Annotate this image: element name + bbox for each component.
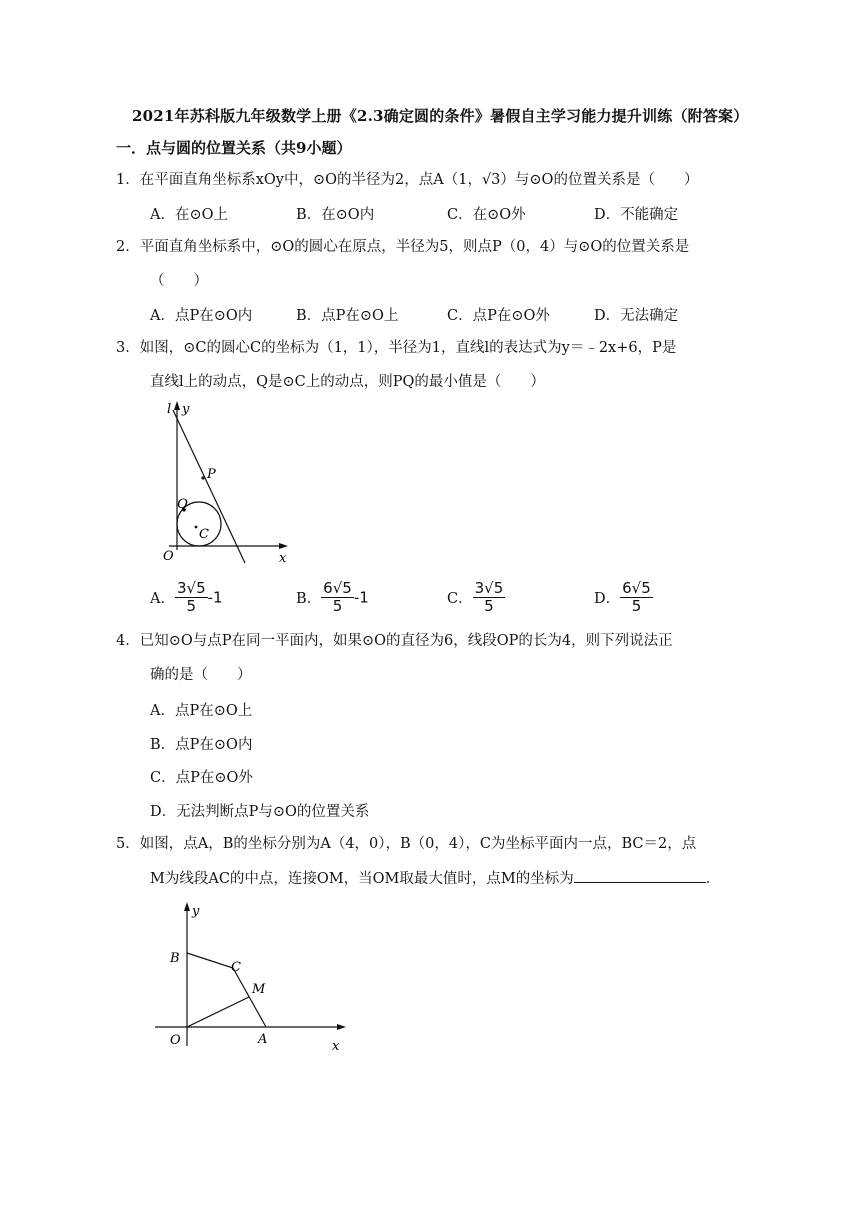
question-5-line-2-end: ． <box>705 871 721 887</box>
q2-option-b: B．点P在⊙O上 <box>296 308 399 324</box>
q4-option-c: C．点P在⊙O外 <box>150 770 253 786</box>
q5-figure <box>150 896 360 1056</box>
section-heading: 一．点与圆的位置关系（共9小题） <box>116 139 352 157</box>
q1-option-c: C．在⊙O外 <box>447 207 526 223</box>
q3-figure <box>155 398 305 570</box>
q3-y-arrow-icon <box>174 401 180 410</box>
q3-option-a-letter: A． <box>150 591 175 607</box>
q5-label-y: y <box>192 904 200 919</box>
q3-option-a-den: 5 <box>186 597 197 615</box>
q1-option-a: A．在⊙O上 <box>150 207 229 223</box>
q3-option-b-fraction <box>321 580 354 615</box>
question-2-line-2: （ ） <box>150 273 208 289</box>
q5-segment-om <box>187 997 249 1027</box>
q3-option-d-letter: D． <box>594 591 621 607</box>
q2-option-d: D．无法确定 <box>594 308 679 324</box>
q3-point-p <box>201 476 204 479</box>
q5-label-m: M <box>252 982 266 997</box>
question-5-line-2-text: M为线段AC的中点，连接OM，当OM取最大值时，点M的坐标为 <box>150 871 574 887</box>
q3-option-b-num: 6√5 <box>323 579 352 597</box>
document-title: 2021年苏科版九年级数学上册《2.3确定圆的条件》暑假自主学习能力提升训练（附答案） <box>132 107 749 125</box>
q1-option-d: D．不能确定 <box>594 207 679 223</box>
answer-blank[interactable] <box>574 868 706 883</box>
q3-option-d-fraction <box>620 580 653 615</box>
question-4-line-1: 4．已知⊙O与点P在同一平面内，如果⊙O的直径为6，线段OP的长为4，则下列说法正 <box>116 633 673 649</box>
question-3-line-2: 直线l上的动点，Q是⊙C上的动点，则PQ的最小值是（ ） <box>150 374 545 390</box>
q3-label-y: y <box>182 402 190 417</box>
q3-option-c-fraction <box>473 580 506 615</box>
q3-label-l: l <box>167 402 172 417</box>
q3-option-a-suffix: -1 <box>207 588 223 607</box>
q3-label-q: Q <box>177 497 188 512</box>
q3-option-b <box>296 580 369 615</box>
q3-label-o: O <box>163 549 174 564</box>
q3-option-c-letter: C． <box>447 591 473 607</box>
q3-option-b-den: 5 <box>332 597 343 615</box>
q3-option-b-letter: B． <box>296 591 322 607</box>
q3-x-arrow-icon <box>279 543 288 549</box>
q3-option-c <box>447 580 505 615</box>
q3-option-a-fraction <box>175 580 208 615</box>
q1-option-b: B．在⊙O内 <box>296 207 375 223</box>
question-3-line-1: 3．如图，⊙C的圆心C的坐标为（1，1），半径为1，直线l的表达式为y＝﹣2x+6，P是 <box>116 340 677 356</box>
q3-option-d <box>594 580 653 615</box>
q3-option-d-num: 6√5 <box>622 579 651 597</box>
q2-option-c: C．点P在⊙O外 <box>447 308 550 324</box>
q5-label-o: O <box>170 1033 181 1048</box>
q3-option-b-suffix: -1 <box>353 588 369 607</box>
q3-option-a-num: 3√5 <box>176 579 206 597</box>
q5-label-x: x <box>332 1039 340 1054</box>
question-5-line-1: 5．如图，点A，B的坐标分别为A（4，0），B（0，4），C为坐标平面内一点，BC＝2，点 <box>116 836 697 852</box>
q4-option-b: B．点P在⊙O内 <box>150 737 253 753</box>
q4-option-d: D．无法判断点P与⊙O的位置关系 <box>150 804 370 820</box>
q5-label-b: B <box>170 951 180 966</box>
q5-y-arrow-icon <box>184 902 190 911</box>
question-4-line-2: 确的是（ ） <box>150 667 252 683</box>
q5-label-c: C <box>231 960 241 975</box>
question-2-line-1: 2．平面直角坐标系中，⊙O的圆心在原点，半径为5，则点P（0，4）与⊙O的位置关系是 <box>116 239 690 255</box>
q2-option-a: A．点P在⊙O内 <box>150 308 253 324</box>
q3-option-a <box>150 580 223 615</box>
q4-option-a: A．点P在⊙O上 <box>150 703 253 719</box>
q3-point-c <box>195 526 198 529</box>
q3-label-c: C <box>199 527 209 542</box>
question-5-line-2 <box>150 868 720 889</box>
q5-x-arrow-icon <box>337 1024 346 1030</box>
q3-label-x: x <box>279 551 287 566</box>
q3-label-p: P <box>207 467 216 482</box>
q3-option-c-num: 3√5 <box>474 579 504 597</box>
question-1: 1．在平面直角坐标系xOy中，⊙O的半径为2，点A（1，√3）与⊙O的位置关系是（ ） <box>116 172 699 188</box>
q3-option-d-den: 5 <box>631 597 642 615</box>
q3-option-c-den: 5 <box>484 597 494 615</box>
q5-label-a: A <box>258 1032 268 1047</box>
